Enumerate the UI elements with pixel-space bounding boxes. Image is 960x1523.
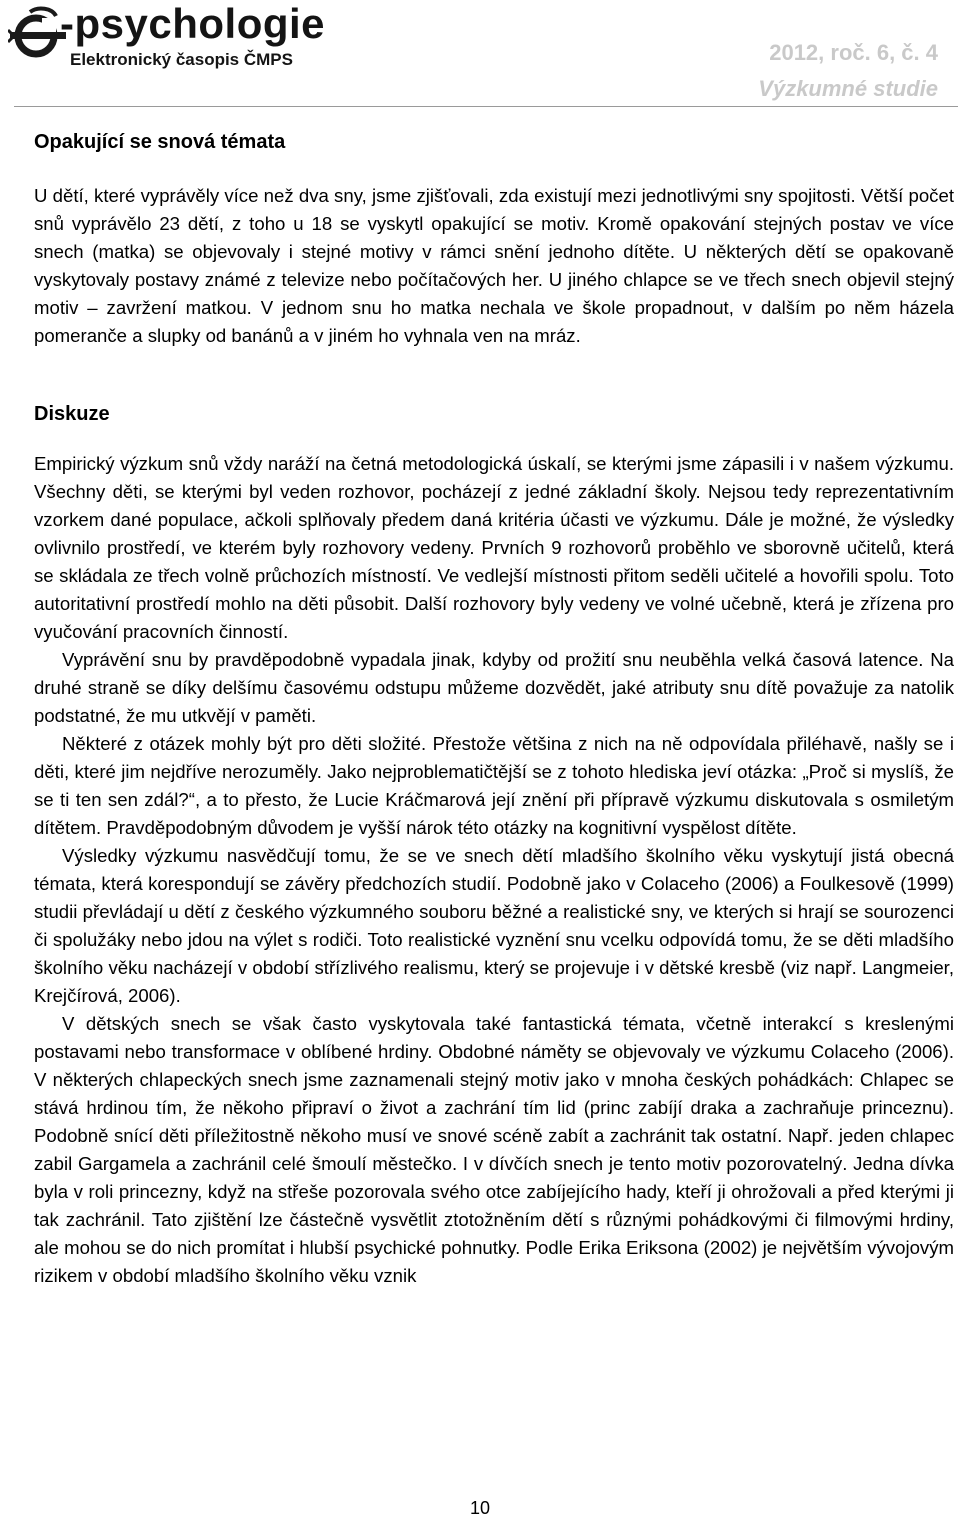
section-spacer <box>34 350 954 400</box>
section-label: Výzkumné studie <box>758 76 938 101</box>
journal-logo <box>8 0 358 72</box>
paragraph: Některé z otázek mohly být pro děti složité. Přestože většina z nich na ně odpovídala přiléhavě, našly se i děti, které jim nejdříve nerozuměly. Jako nejproblematičtější se z tohoto hlediska jeví otázka: „Proč si myslíš, že se ti ten sen zdál?“, a to přesto, že Lucie Kráčmarová její znění při přípravě výzkumu diskutovala s osmiletým dítětem. Pravděpodobným důvodem je vyšší nárok této otázky na kognitivní vyspělost dítěte. <box>34 733 954 838</box>
section-heading: Opakující se snová témata <box>34 131 286 153</box>
issue-info: 2012, roč. 6, č. 4 <box>769 40 938 65</box>
paragraph: U dětí, které vyprávěly více než dva sny, jsme zjišťovali, zda existují mezi jednotlivými sny spojitosti. Větší počet snů vyprávělo 23 dětí, z toho u 18 se vyskytl opakující se motiv. Kromě opakování stejných postav ve více snech (matka) se objevovaly i stejné motivy v rámci snění jednoho dítěte. U některých dětí se opakovaně vyskytovaly postavy známé z televize nebo počítačových her. U jiného chlapce se ve třech snech objevil stejný motiv – zavržení matkou. V jednom snu ho matka nechala ve škole propadnout, v dalším po něm házela pomeranče a slupky od banánů a v jiném ho vyhnala ven na mráz. <box>34 185 954 346</box>
article-body <box>34 128 954 1290</box>
section-heading: Diskuze <box>34 403 110 425</box>
e-logo-icon <box>8 6 68 70</box>
page-number: 10 <box>469 1498 491 1518</box>
logo-title: -psychologie <box>60 0 326 47</box>
paragraph: Empirický výzkum snů vždy naráží na četná metodologická úskalí, se kterými jsme zápasili i v našem výzkumu. Všechny děti, se kterými byl veden rozhovor, pocházejí z jedné základní školy. Nejsou tedy reprezentativním vzorkem dané populace, ačkoli splňovaly předem daná kritéria účasti ve výzkumu. Dále je možné, že výsledky ovlivnilo prostředí, ve kterém byly rozhovory vedeny. Prvních 9 rozhovorů proběhlo ve sborovně učitelů, která se skládala ze třech volně průchozích místností. Ve vedlejší místnosti přitom seděli učitelé a hovořili spolu. Toto autoritativní prostředí mohlo na děti působit. Další rozhovory byly vedeny ve volné učebně, která je zřízena pro vyučování pracovních činností. <box>34 453 954 642</box>
paragraph: Vyprávění snu by pravděpodobně vypadala jinak, kdyby od prožití snu neuběhla velká časová latence. Na druhé straně se díky delšímu časovému odstupu můžeme dozvědět, jaké atributy snu dítě považuje za natolik podstatné, že mu utkvějí v paměti. <box>34 649 954 726</box>
paragraph: V dětských snech se však často vyskytovala také fantastická témata, včetně interakcí s kreslenými postavami nebo transformace v oblíbené hrdiny. Obdobné náměty se objevovaly ve výzkumu Colaceho (2006). V některých chlapeckých snech jsme zaznamenali stejný motiv jako v mnoha českých pohádkách: Chlapec se stává hrdinou tím, že někoho připraví o život a zachrání tím lid (princ zabíjí draka a zachraňuje princeznu). Podobně snící děti příležitostně někoho musí ve snové scéně zabít a zachránit tak ostatní. Např. jeden chlapec zabil Gargamela a zachránil celé šmoulí městečko. I v dívčích snech je tento motiv pozorovatelný. Jedna dívka byla v roli princezny, když na střeše pozorovala svého otce zabíjejícího hady, kteří ji ohrožovali a před kterými ji tak zachránil. Tato zjištění lze částečně vysvětlit ztotožněním dětí s různými pohádkovými či filmovými hrdiny, ale mohou se do nich promítat i hlubší psychické pohnutky. Podle Erika Eriksona (2002) je největším vývojovým rizikem v období mladšího školního věku vznik <box>34 1013 954 1286</box>
page-header <box>0 0 960 110</box>
paragraph: Výsledky výzkumu nasvědčují tomu, že se ve snech dětí mladšího školního věku vyskytují jistá obecná témata, která korespondují se závěry předchozích studií. Podobně jako v Colaceho (2006) a Foulkesově (1999) studii převládají u dětí z českého výzkumného souboru běžné a realistické sny, ve kterých si hrají se sourozenci či spolužáky nebo jdou na výlet s rodiči. Toto realistické vyznění snu vcelku odpovídá tomu, že se děti mladšího školního věku nacházejí v období střízlivého realismu, který se projevuje i v dětské kresbě (viz např. Langmeier, Krejčírová, 2006). <box>34 845 954 1006</box>
header-divider <box>14 106 958 107</box>
logo-subtitle: Elektronický časopis ČMPS <box>70 50 293 69</box>
